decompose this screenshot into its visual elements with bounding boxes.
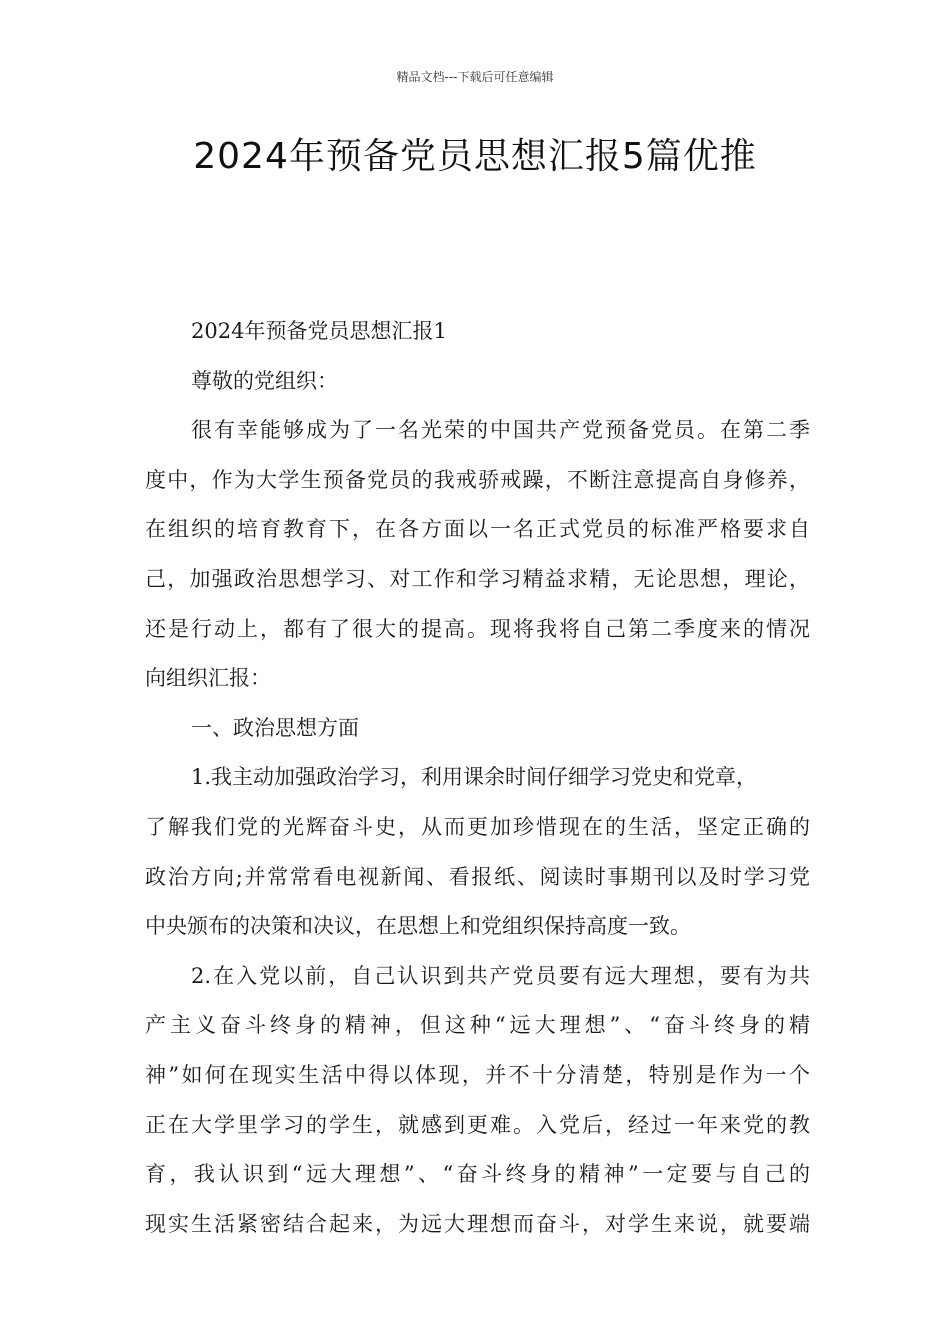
paragraph-line: 现实生活紧密结合起来，为远大理想而奋斗，对学生来说，就要端 [145,1211,810,1236]
paragraph-line: 向组织汇报： [145,666,271,691]
paragraph-line: 2.在入党以前，自己认识到共产党员要有远大理想，要有为共 [191,963,810,988]
paragraph-line: 育，我认识到“远大理想”、“奋斗终身的精神”一定要与自己的 [145,1162,810,1187]
paragraph-line: 中央颁布的决策和决议，在思想上和党组织保持高度一致。 [145,914,691,939]
paragraph-line: 很有幸能够成为了一名光荣的中国共产党预备党员。在第二季 [191,418,810,443]
subsection-heading: 一、政治思想方面 [191,715,359,740]
paragraph-line: 产主义奋斗终身的精神，但这种“远大理想”、“奋斗终身的精 [145,1013,810,1038]
document-title: 2024年预备党员思想汇报5篇优推 [193,136,757,177]
paragraph-line: 神”如何在现实生活中得以体现，并不十分清楚，特别是作为一个 [145,1062,810,1087]
header-note: 精品文档---下载后可任意编辑 [396,70,554,84]
paragraph-line: 在组织的培育教育下，在各方面以一名正式党员的标准严格要求自 [145,517,810,542]
paragraph-line: 了解我们党的光辉奋斗史，从而更加珍惜现在的生活，坚定正确的 [145,814,810,839]
paragraph-line: 度中，作为大学生预备党员的我戒骄戒躁，不断注意提高自身修养， [145,467,810,492]
paragraph-line: 还是行动上，都有了很大的提高。现将我将自己第二季度来的情况 [145,616,810,641]
paragraph-line: 己，加强政治思想学习、对工作和学习精益求精，无论思想，理论， [145,566,810,591]
paragraph-line: 政治方向;并常常看电视新闻、看报纸、阅读时事期刊以及时学习党 [145,864,810,889]
section-heading: 2024年预备党员思想汇报1 [191,319,447,343]
document-body [145,307,810,1249]
paragraph-line: 正在大学里学习的学生，就感到更难。入党后，经过一年来党的教 [145,1112,810,1137]
paragraph-line: 1.我主动加强政治学习，利用课余时间仔细学习党史和党章， [191,765,758,790]
salutation: 尊敬的党组织： [191,368,338,393]
